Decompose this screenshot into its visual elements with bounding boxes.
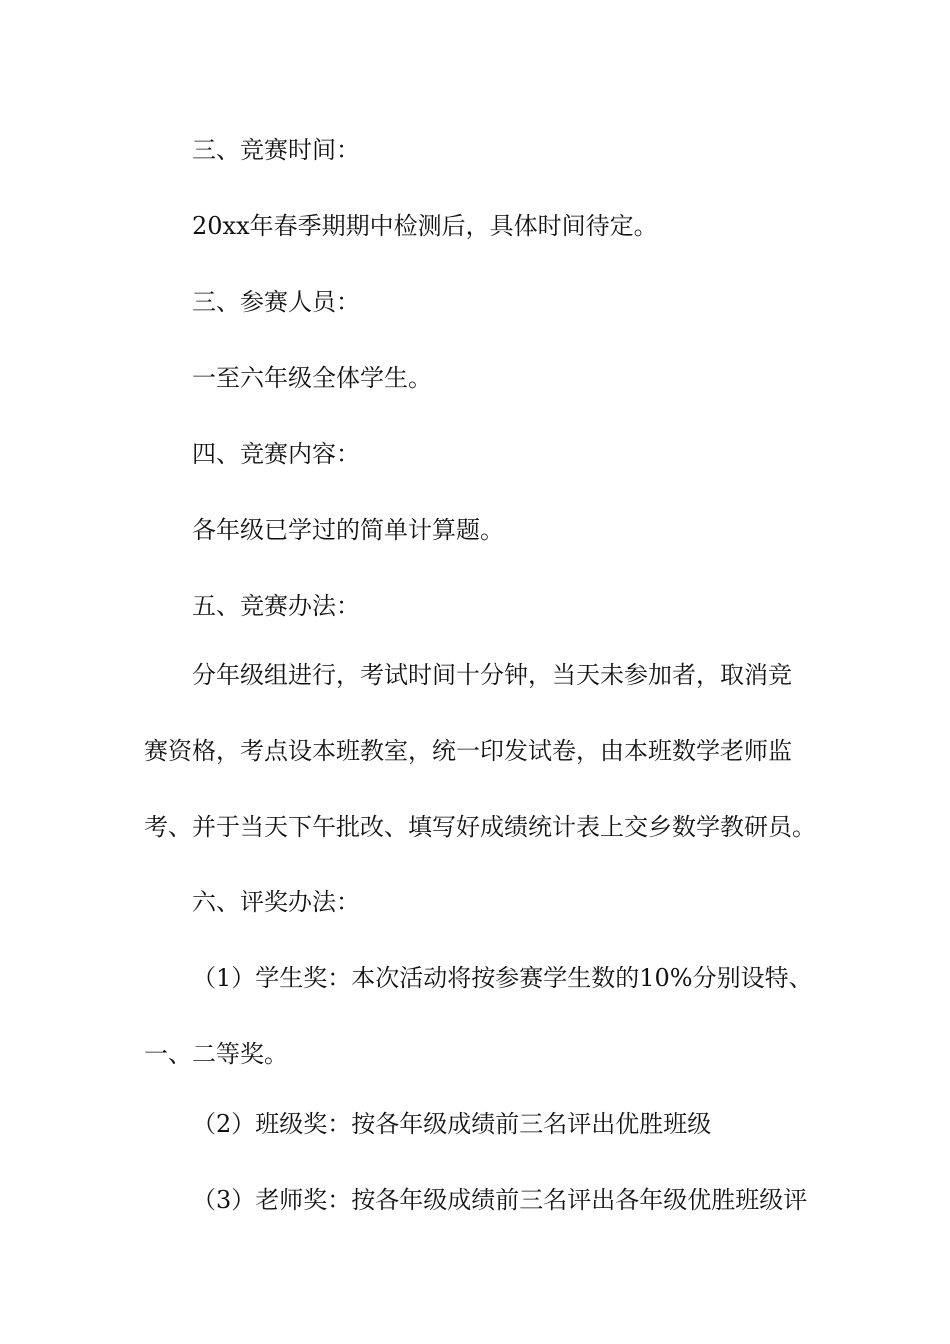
paragraph-method-line-1: 分年级组进行，考试时间十分钟，当天未参加者，取消竞 (192, 661, 792, 689)
paragraph-method-line-3: 考、并于当天下午批改、填写好成绩统计表上交乡数学教研员。 (144, 813, 816, 841)
paragraph-participants: 一至六年级全体学生。 (192, 364, 432, 392)
paragraph-teacher-award: （3）老师奖：按各年级成绩前三名评出各年级优胜班级评 (192, 1186, 808, 1214)
paragraph-student-award-line-2: 一、二等奖。 (144, 1040, 288, 1068)
paragraph-method-line-2: 赛资格，考点设本班教室，统一印发试卷，由本班数学老师监 (144, 737, 792, 765)
paragraph-competition-time: 20xx年春季期期中检测后，具体时间待定。 (192, 212, 658, 240)
heading-participants: 三、参赛人员： (192, 288, 360, 316)
heading-award-method: 六、评奖办法： (192, 888, 360, 916)
paragraph-competition-content: 各年级已学过的简单计算题。 (192, 516, 504, 544)
paragraph-class-award: （2）班级奖：按各年级成绩前三名评出优胜班级 (192, 1110, 712, 1138)
heading-competition-time: 三、竞赛时间： (192, 136, 360, 164)
paragraph-student-award-line-1: （1）学生奖：本次活动将按参赛学生数的10%分别设特、 (192, 964, 813, 992)
heading-competition-content: 四、竞赛内容： (192, 440, 360, 468)
heading-competition-method: 五、竞赛办法： (192, 592, 360, 620)
